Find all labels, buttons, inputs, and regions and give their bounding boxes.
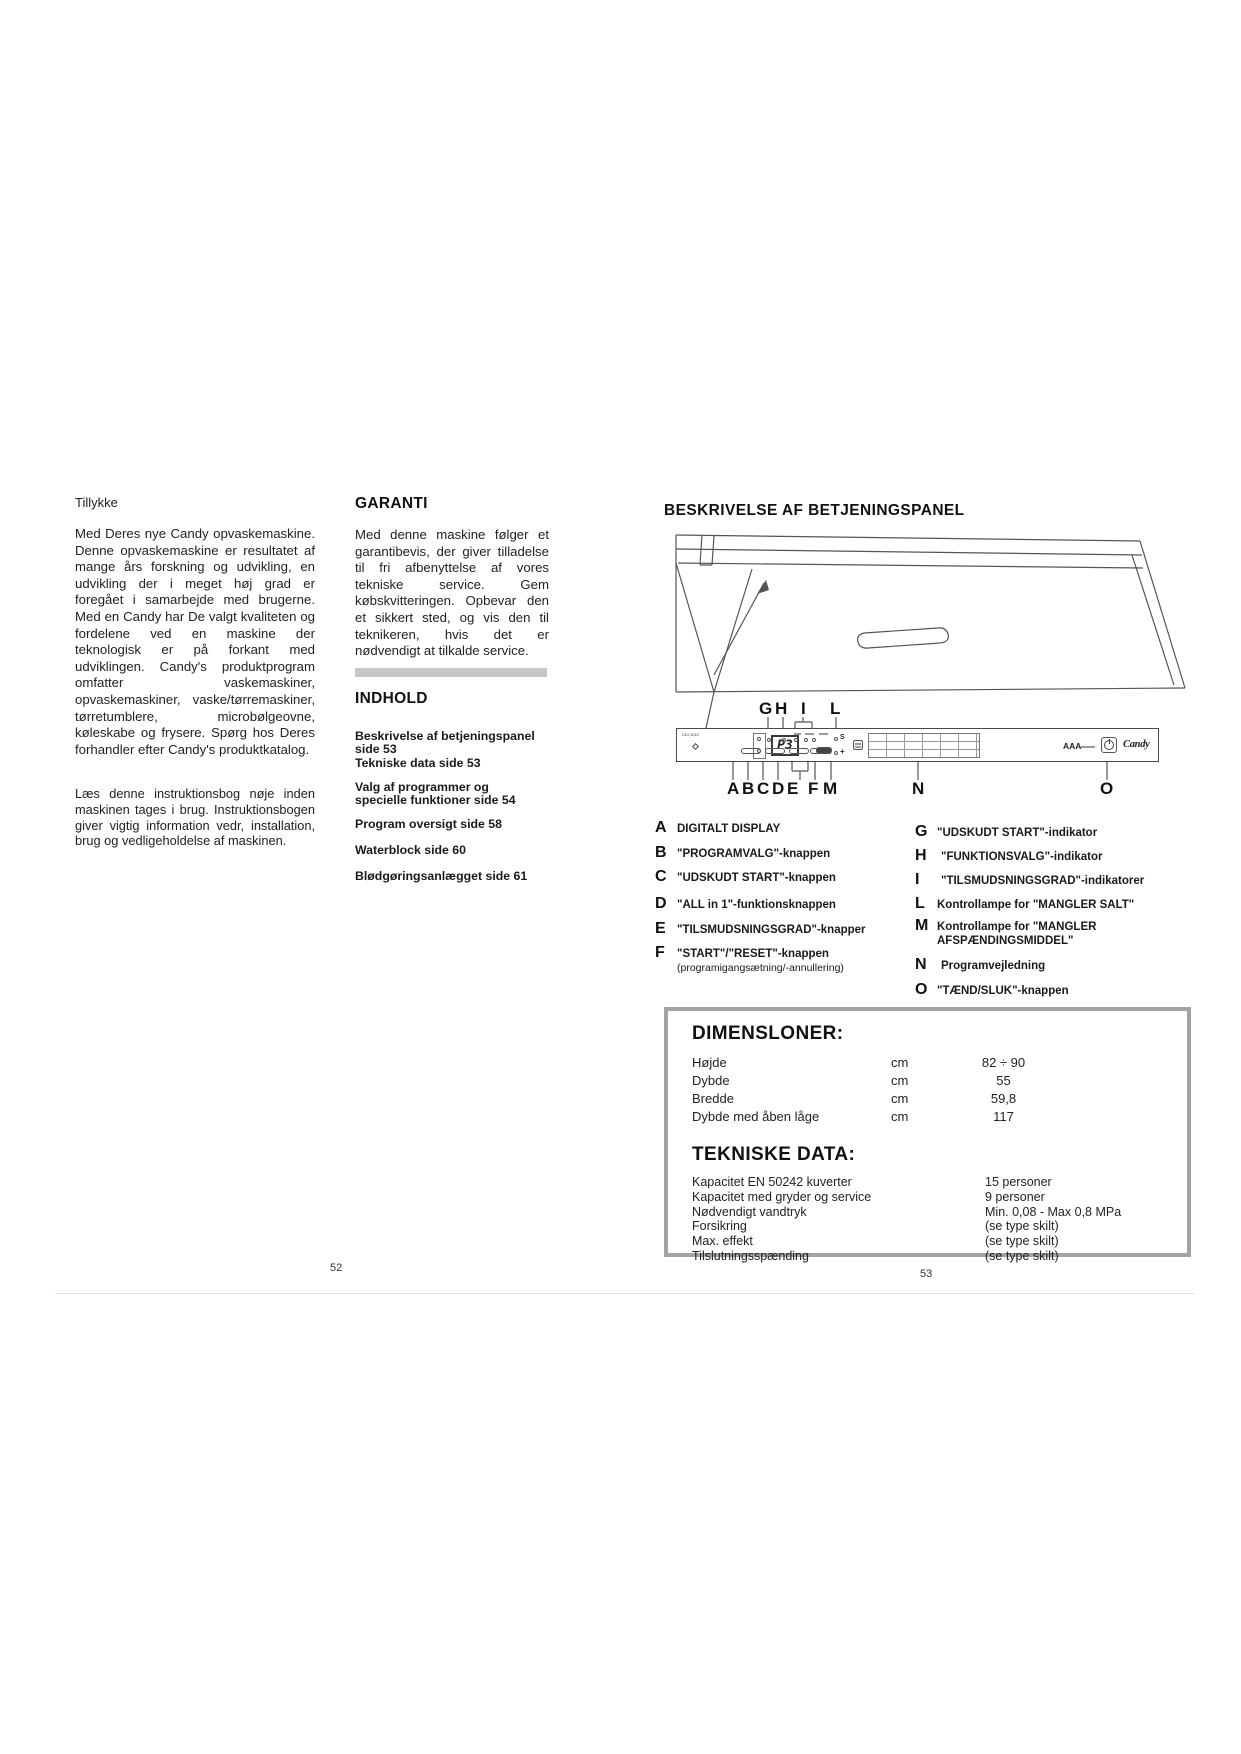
legend-text: "TILSMUDSNINGSGRAD"-knapper [677, 924, 866, 936]
tech-label: Tilslutningsspænding [692, 1248, 809, 1263]
power-icon [1101, 737, 1117, 753]
callout-letter-a: A [727, 779, 740, 798]
legend-key: F [655, 944, 665, 961]
indhold-item-text: Waterblock side 60 [355, 843, 466, 857]
legend-key: M [915, 917, 929, 934]
candy-logo: Candy [1123, 739, 1150, 750]
badge-icon [853, 740, 863, 750]
dimension-unit: cm [891, 1055, 909, 1070]
legend-item-e [655, 921, 866, 938]
dimension-value: 82 ÷ 90 [981, 1055, 1026, 1070]
technical-data-box [664, 1007, 1191, 1263]
garanti-body: Med denne maskine følger et garantibevis, der giver tilladelse til fri afbenyttelse af vores tekniske service. Gem købskvitteringen. Opbevar den et sikkert sted, og vis den til teknikeren, hvis det er nødvendigt at tilkalde service. [355, 527, 549, 659]
legend-key: N [915, 956, 927, 973]
legend-text: Programvejledning [941, 960, 1046, 972]
legend-text: "FUNKTIONSVALG"-indikator [941, 851, 1103, 863]
dimension-value: 55 [996, 1073, 1011, 1088]
tech-row [692, 1190, 1187, 1205]
tech-row [692, 1249, 1187, 1264]
legend-key: E [655, 920, 666, 937]
section-divider [355, 668, 547, 677]
legend-key: B [655, 844, 667, 861]
indicator-led [767, 738, 771, 742]
garanti-title: GARANTI [355, 495, 428, 512]
indhold-item-text: Beskrivelse af betjeningspanel side 53 [355, 729, 535, 756]
rinse-aid-label: + [840, 747, 845, 756]
legend-item-g [915, 824, 1097, 841]
indhold-item-text: Valg af programmer og [355, 780, 489, 794]
indhold-item-text: specielle funktioner side 54 [355, 793, 516, 807]
legend-item-d [655, 896, 836, 913]
intro-paragraph-2: Læs denne instruktionsbog nøje inden maskinen tages i brug. Instruktionsbogen giver vigtig information vedr, installation, brug og vedligeholdelse af maskinen. [75, 786, 315, 849]
tech-value: (se type skilt) [985, 1248, 1059, 1263]
program-button [741, 748, 761, 754]
indhold-item [355, 781, 555, 807]
legend-text: DIGITALT DISPLAY [677, 823, 781, 835]
legend-text [677, 945, 844, 975]
callout-letter-f: F [808, 779, 819, 798]
rinse-aid-led [834, 751, 838, 755]
legend-key: C [655, 868, 667, 885]
start-reset-button [816, 747, 832, 754]
dimension-value: 59,8 [990, 1091, 1017, 1106]
tech-value: 15 personer [985, 1175, 1052, 1189]
legend-item-i [915, 872, 1144, 889]
indhold-item [355, 870, 555, 883]
legend-key: H [915, 847, 927, 864]
legend-key: D [655, 895, 667, 912]
indicator-led [782, 738, 786, 742]
legend-item-c [655, 869, 836, 886]
callout-letter-m: M [823, 779, 838, 798]
dimension-unit: cm [891, 1073, 909, 1088]
indhold-title: INDHOLD [355, 690, 428, 707]
callout-letter-b: B [742, 779, 755, 798]
footer-rule [55, 1293, 1195, 1294]
legend-text-line: "START"/"RESET"-knappen [677, 948, 829, 960]
dimension-row [692, 1072, 1187, 1090]
tech-label: Kapacitet med gryder og service [692, 1189, 872, 1204]
control-panel-strip [676, 728, 1159, 762]
intro-column [75, 495, 315, 849]
legend-subtext: (programigangsætning/-annullering) [677, 961, 844, 974]
legend-text-line: Kontrollampe for "MANGLER [937, 921, 1097, 933]
callout-letter-l: L [830, 699, 841, 718]
dimension-label: Højde [692, 1055, 727, 1070]
page-number-left: 52 [330, 1262, 343, 1274]
indicator-led [794, 738, 798, 742]
indhold-item [355, 818, 555, 831]
allin1-button [789, 748, 809, 754]
micro-label [819, 733, 828, 735]
energy-class-small-text [1081, 746, 1095, 748]
indhold-item [355, 844, 555, 857]
indhold-item [355, 730, 555, 756]
dimensions-title: DIMENSLONER: [692, 1023, 844, 1044]
tech-row [692, 1205, 1187, 1220]
legend-key: I [915, 871, 920, 888]
tech-label: Max. effekt [692, 1234, 753, 1249]
legend-text [937, 918, 1096, 948]
dimension-row [692, 1054, 1187, 1072]
program-guide-table [868, 733, 980, 758]
legend-item-a [655, 820, 780, 837]
callout-letter-i: I [801, 699, 806, 718]
garanti-column [355, 495, 549, 660]
indhold-item-text: Program oversigt side 58 [355, 817, 502, 831]
indhold-item-text: Tekniske data side 53 [355, 756, 481, 770]
tech-row [692, 1234, 1187, 1249]
dimension-unit: cm [891, 1109, 909, 1124]
tech-value: 9 personer [985, 1189, 1045, 1204]
option-icons [753, 733, 766, 759]
legend-key: L [915, 895, 925, 912]
callout-letter-g: G [759, 699, 773, 718]
tech-value: (se type skilt) [985, 1219, 1059, 1234]
callout-letter-h: H [775, 699, 788, 718]
legend-item-h [915, 848, 1102, 865]
dimension-label: Dybde med åben låge [692, 1109, 820, 1124]
callout-letter-n: N [912, 779, 925, 798]
salt-indicator-label: S [840, 734, 845, 741]
panel-section-title: BESKRIVELSE AF BETJENINGSPANEL [664, 502, 965, 519]
indhold-item-text: Blødgøringsanlægget side 61 [355, 869, 528, 883]
tech-title: TEKNISKE DATA: [692, 1144, 856, 1165]
dimension-label: Dybde [692, 1073, 730, 1088]
badge-mark [855, 743, 861, 745]
delay-button [765, 748, 785, 754]
salt-led [834, 737, 838, 741]
legend-key: G [915, 823, 928, 840]
legend-key: O [915, 981, 928, 998]
legend-key: A [655, 819, 667, 836]
energy-class-text: AAA [1063, 741, 1082, 751]
salt-icon [692, 743, 699, 750]
tech-row [692, 1175, 1187, 1190]
page-number-right: 53 [920, 1268, 933, 1280]
legend-item-m [915, 918, 1096, 948]
legend-item-l [915, 896, 1134, 913]
tech-label: Forsikring [692, 1219, 747, 1234]
legend-text: Kontrollampe for "MANGLER SALT" [937, 899, 1135, 911]
indhold-section [355, 690, 428, 708]
legend-text: "TILSMUDSNINGSGRAD"-indikatorer [941, 875, 1145, 887]
model-text: CDI 1010 [682, 732, 699, 737]
intro-greeting: Tillykke [75, 495, 118, 510]
legend-item-f [655, 945, 844, 975]
dishwasher-diagram [640, 525, 1190, 810]
dimension-row [692, 1108, 1187, 1126]
legend-text: "ALL in 1"-funktionsknappen [677, 899, 836, 911]
digital-display: P3 [771, 735, 799, 756]
micro-label [794, 733, 801, 735]
dimension-label: Bredde [692, 1091, 734, 1106]
legend-text-line: AFSPÆNDINGSMIDDEL" [937, 934, 1074, 947]
legend-item-b [655, 845, 830, 862]
tech-label: Nødvendigt vandtryk [692, 1204, 807, 1219]
indicator-led [804, 738, 808, 742]
legend-text: "PROGRAMVALG"-knappen [677, 848, 831, 860]
micro-label [805, 733, 814, 735]
legend-text: "TÆND/SLUK"-knappen [937, 985, 1069, 997]
indhold-item [355, 757, 555, 770]
tech-label: Kapacitet EN 50242 kuverter [692, 1175, 852, 1189]
legend-item-n [915, 957, 1045, 974]
callout-letter-c: C [757, 779, 770, 798]
callout-letter-e: E [787, 779, 799, 798]
callout-letter-o: O [1100, 779, 1114, 798]
intro-paragraph-1: Med Deres nye Candy opvaskemaskine. Denne opvaskemaskine er resultatet af mange års forskning og udvikling, en udvikling der i meget høj grad er foregået i samarbejde med brugerne. Med en Candy har De valgt kvaliteten og fordelene ved en maskine der teknologisk er på forkant med udviklingen. Candy's produktprogram omfatter vaskemaskiner, opvaskemaskiner, vaske/tørremaskiner, tørretumblere, microbølgeovne, køleskabe og frysere. Spørg hos Deres forhandler efter Candy's produktkatalog. [75, 526, 315, 757]
legend-item-o [915, 982, 1069, 999]
legend-text: "UDSKUDT START"-indikator [937, 827, 1098, 839]
callout-letter-d: D [772, 779, 785, 798]
dimension-row [692, 1090, 1187, 1108]
tech-value: Min. 0,08 - Max 0,8 MPa [985, 1204, 1122, 1219]
option-icon-top [757, 737, 761, 741]
legend-text: "UDSKUDT START"-knappen [677, 872, 836, 884]
tech-value: (se type skilt) [985, 1234, 1059, 1249]
dimension-unit: cm [891, 1091, 909, 1106]
badge-mark [855, 746, 861, 748]
tech-row [692, 1219, 1187, 1234]
power-stem [1109, 739, 1110, 744]
dimension-value: 117 [993, 1109, 1014, 1124]
indicator-led [812, 738, 816, 742]
